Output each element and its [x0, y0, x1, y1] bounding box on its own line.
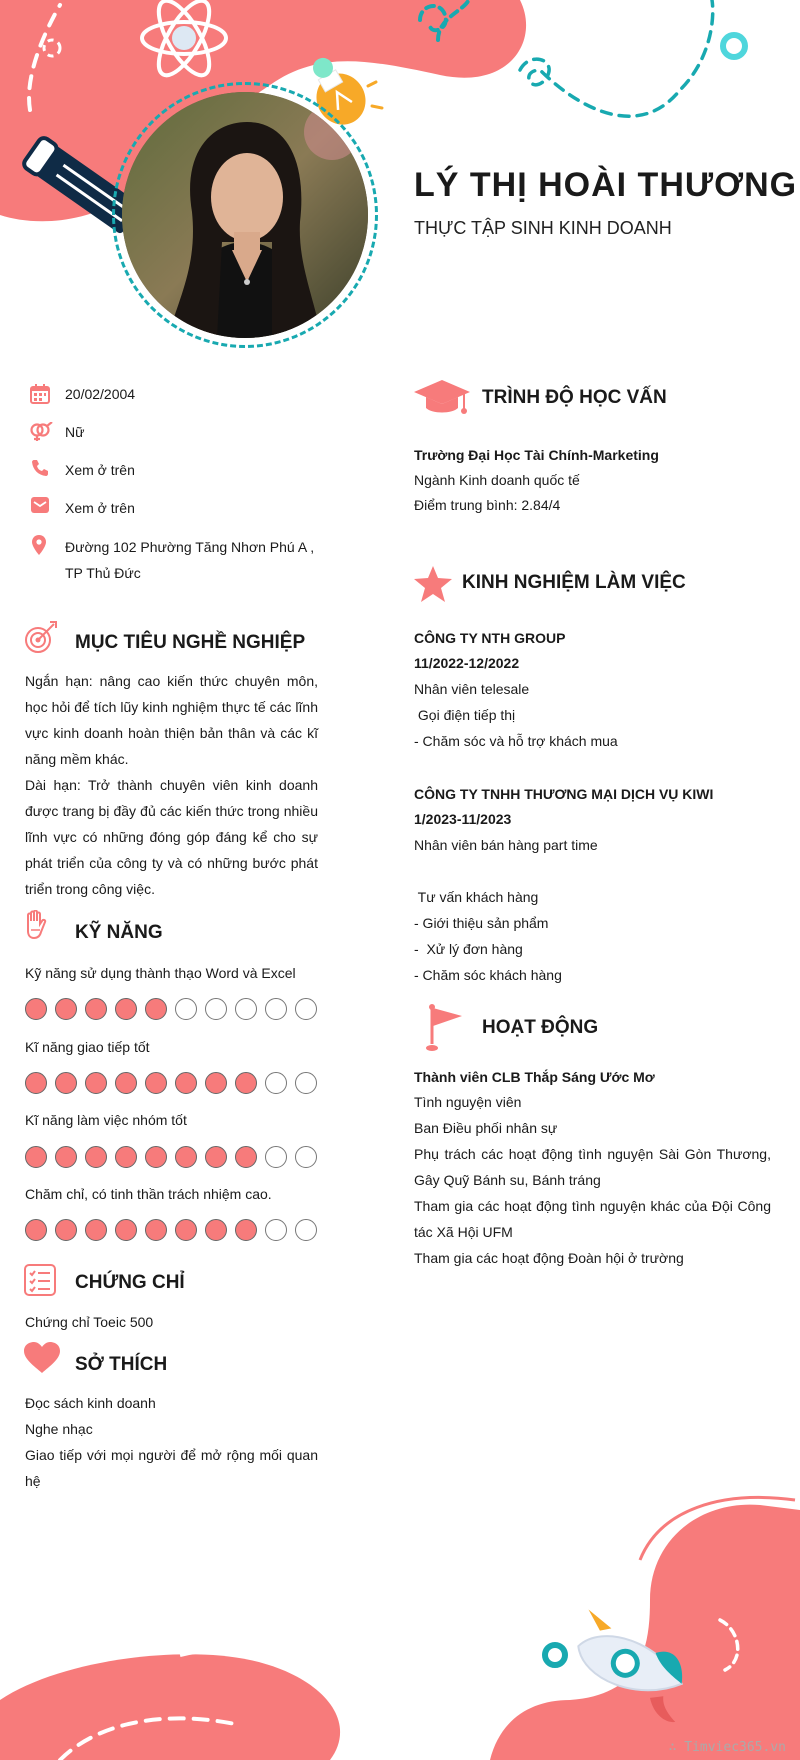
objective-line: vực kinh doanh hoàn thiện bản thân và các kĩ — [25, 725, 318, 741]
candidate-name: LÝ THỊ HOÀI THƯƠNG — [414, 166, 798, 204]
rating-dot-filled — [205, 1219, 227, 1241]
rating-dot-empty — [295, 1072, 317, 1094]
skill-rating — [25, 1072, 317, 1094]
checklist-icon — [24, 1264, 56, 1301]
rating-dot-filled — [25, 1072, 47, 1094]
job-company: CÔNG TY TNHH THƯƠNG MẠI DỊCH VỤ KIWI — [414, 786, 714, 802]
hobby-item: Đọc sách kinh doanh — [25, 1395, 156, 1411]
objective-line: năng mềm khác. — [25, 751, 129, 767]
education-gpa: Điểm trung bình: 2.84/4 — [414, 497, 561, 513]
graduation-cap-icon — [414, 380, 470, 421]
objective-line: lĩnh vực có những đóng góp đáng kể cho sự — [25, 829, 318, 845]
rating-dot-filled — [85, 1146, 107, 1168]
education-major: Ngành Kinh doanh quốc tế — [414, 472, 580, 488]
rating-dot-empty — [295, 1219, 317, 1241]
rating-dot-filled — [175, 1146, 197, 1168]
activities-list — [414, 1089, 771, 1271]
rating-dot-filled — [55, 1072, 77, 1094]
job-line: - Chăm sóc khách hàng — [414, 967, 562, 983]
rating-dot-filled — [235, 1146, 257, 1168]
objective-line: Dài hạn: Trở thành chuyên viên kinh doanh — [25, 777, 318, 793]
job-line: - Chăm sóc và hỗ trợ khách mua — [414, 733, 618, 749]
hobby-item: hệ — [25, 1473, 41, 1489]
rating-dot-empty — [295, 998, 317, 1020]
skill-rating — [25, 1146, 317, 1168]
skill-rating — [25, 1219, 317, 1241]
rating-dot-filled — [205, 1146, 227, 1168]
skill-label: Chăm chỉ, có tinh thần trách nhiệm cao. — [25, 1186, 272, 1202]
heart-icon — [24, 1342, 60, 1379]
skill-label: Kỹ năng sử dụng thành thạo Word và Excel — [25, 965, 296, 981]
flag-icon — [424, 1004, 464, 1057]
rating-dot-filled — [115, 1072, 137, 1094]
location-icon — [32, 535, 46, 560]
activity-item: Tình nguyện viên — [414, 1094, 522, 1110]
rating-dot-filled — [115, 1219, 137, 1241]
rating-dot-empty — [265, 1146, 287, 1168]
job-line: Gọi điện tiếp thị — [414, 707, 516, 723]
rating-dot-filled — [85, 1072, 107, 1094]
rating-dot-filled — [235, 1072, 257, 1094]
skills-title: KỸ NĂNG — [75, 922, 163, 943]
rating-dot-empty — [265, 1072, 287, 1094]
candidate-position: THỰC TẬP SINH KINH DOANH — [414, 218, 672, 238]
activity-item: Ban Điều phối nhân sự — [414, 1120, 558, 1136]
rating-dot-filled — [115, 998, 137, 1020]
rating-dot-filled — [85, 1219, 107, 1241]
rating-dot-filled — [145, 1146, 167, 1168]
rating-dot-filled — [145, 1219, 167, 1241]
phone-icon — [31, 459, 49, 482]
objective-line: học hỏi để tích lũy kinh nghiệm thực tế các lĩnh — [25, 699, 318, 715]
contact-phone: Xem ở trên — [65, 462, 135, 478]
skill-label: Kĩ năng giao tiếp tốt — [25, 1039, 150, 1055]
experience-title: KINH NGHIỆM LÀM VIỆC — [462, 572, 686, 593]
rating-dot-filled — [175, 1072, 197, 1094]
rating-dot-empty — [205, 998, 227, 1020]
contact-email: Xem ở trên — [65, 500, 135, 516]
rating-dot-empty — [175, 998, 197, 1020]
skill-label: Kĩ năng làm việc nhóm tốt — [25, 1112, 187, 1128]
rating-dot-filled — [25, 1219, 47, 1241]
job-line: - Xử lý đơn hàng — [414, 941, 523, 957]
gender-icon — [29, 422, 53, 447]
target-icon — [24, 620, 58, 659]
profile-photo — [122, 92, 368, 338]
contact-address-line1: Đường 102 Phường Tăng Nhơn Phú A , — [65, 539, 315, 555]
contact-birthday: 20/02/2004 — [65, 386, 136, 402]
education-school: Trường Đại Học Tài Chính-Marketing — [414, 447, 659, 463]
objective-line: triển trong công việc. — [25, 881, 155, 897]
hobby-item: Giao tiếp với mọi người để mở rộng mối quan — [25, 1447, 318, 1463]
rating-dot-filled — [235, 1219, 257, 1241]
job-period: 11/2022-12/2022 — [414, 655, 520, 671]
objective-line: Ngắn hạn: nâng cao kiến thức chuyên môn, — [25, 673, 318, 689]
star-icon — [414, 566, 452, 607]
activity-item: Gây Quỹ Bánh su, Bánh tráng — [414, 1172, 601, 1188]
activity-item: Phụ trách các hoạt động tình nguyện Sài Gòn Thương, — [414, 1146, 771, 1162]
rating-dot-filled — [55, 1219, 77, 1241]
objective-line: được trang bị đầy đủ các kiến thức trong nhiều — [25, 803, 318, 819]
job-line: Tư vấn khách hàng — [414, 889, 539, 905]
objective-line: phát triển của công ty và có những bước phát — [25, 855, 318, 871]
rating-dot-filled — [115, 1146, 137, 1168]
contact-address-line2: TP Thủ Đức — [65, 565, 141, 581]
activity-item: tác Xã Hội UFM — [414, 1224, 513, 1240]
hobbies-list — [25, 1390, 318, 1494]
rating-dot-filled — [55, 1146, 77, 1168]
job-line: Nhân viên bán hàng part time — [414, 837, 598, 853]
objective-title: MỤC TIÊU NGHỀ NGHIỆP — [75, 632, 306, 653]
education-title: TRÌNH ĐỘ HỌC VẤN — [482, 387, 667, 408]
rating-dot-empty — [235, 998, 257, 1020]
job-line: Nhân viên telesale — [414, 681, 530, 697]
calendar-icon — [30, 384, 50, 409]
rating-dot-filled — [145, 998, 167, 1020]
skill-rating — [25, 998, 317, 1020]
activity-org: Thành viên CLB Thắp Sáng Ước Mơ — [414, 1069, 655, 1085]
rating-dot-filled — [145, 1072, 167, 1094]
activity-item: Tham gia các hoạt động Đoàn hội ở trường — [414, 1250, 684, 1266]
activities-title: HOẠT ĐỘNG — [482, 1017, 599, 1038]
rating-dot-filled — [85, 998, 107, 1020]
hobby-item: Nghe nhạc — [25, 1421, 93, 1437]
rating-dot-filled — [205, 1072, 227, 1094]
activity-item: Tham gia các hoạt động tình nguyện khác của Đội Công — [414, 1198, 771, 1214]
hobbies-title: SỞ THÍCH — [75, 1354, 168, 1375]
rating-dot-filled — [55, 998, 77, 1020]
watermark: ∴ Timviec365.vn — [668, 1740, 786, 1755]
rating-dot-filled — [25, 998, 47, 1020]
rating-dot-filled — [175, 1219, 197, 1241]
profile-photo-illustration — [122, 92, 368, 338]
rating-dot-empty — [295, 1146, 317, 1168]
email-icon — [31, 497, 49, 518]
objective-text — [25, 668, 318, 902]
rating-dot-empty — [265, 998, 287, 1020]
rating-dot-filled — [25, 1146, 47, 1168]
certificates-title: CHỨNG CHỈ — [75, 1272, 185, 1293]
hand-icon — [24, 910, 48, 945]
profile-photo-frame — [112, 82, 378, 348]
rating-dot-empty — [265, 1219, 287, 1241]
contact-gender: Nữ — [65, 424, 85, 440]
job-line: - Giới thiệu sản phẩm — [414, 915, 549, 931]
job-period: 1/2023-11/2023 — [414, 811, 512, 827]
job-company: CÔNG TY NTH GROUP — [414, 630, 566, 646]
certificate-item: Chứng chỉ Toeic 500 — [25, 1314, 154, 1330]
